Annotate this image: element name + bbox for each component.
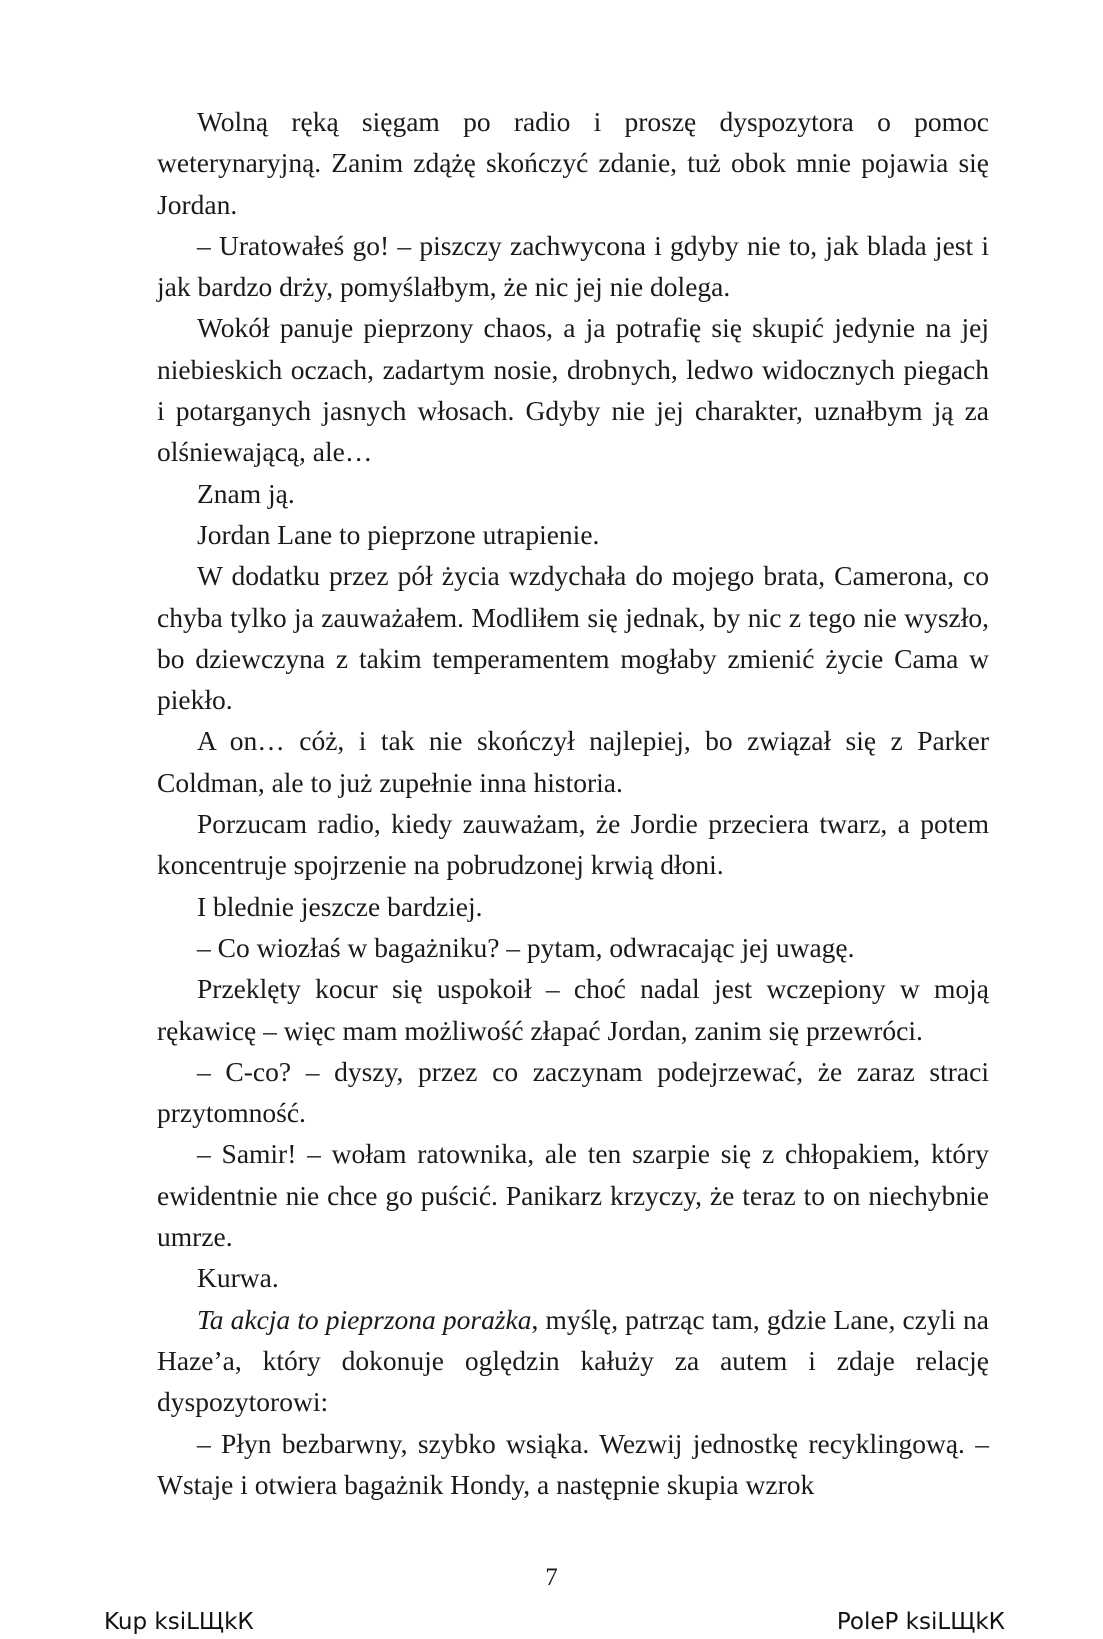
paragraph-rest: , myślę, patrząc tam, gdzie Lane, czyli na Haze’a, który dokonuje oględzin kałuży za autem i zdaje relację dyspozytorowi: (157, 1303, 989, 1418)
paragraph: – Samir! – wołam ratownika, ale ten szarpie się z chłopakiem, który ewidentnie nie chce go puścić. Panikarz krzyczy, że teraz to on niechybnie umrze. (157, 1138, 989, 1253)
paragraph: A on… cóż, i tak nie skończył najlepiej, bo związał się z Parker Coldman, ale to już zupełnie inna historia. (157, 725, 989, 798)
body-text (157, 101, 989, 1505)
paragraph: – Płyn bezbarwny, szybko wsiąka. Wezwij jednostkę recyklingową. – Wstaje i otwiera bagażnik Hondy, a następnie skupia wzrok (157, 1427, 989, 1500)
paragraph: Porzucam radio, kiedy zauważam, że Jordie przeciera twarz, a potem koncentruje spojrzenie na pobrudzonej krwią dłoni. (157, 808, 989, 881)
paragraph: Wolną ręką sięgam po radio i proszę dyspozytora o pomoc weterynaryjną. Zanim zdążę skończyć zdanie, tuż obok mnie pojawia się Jordan. (157, 106, 989, 220)
italic-phrase: Ta akcja to pieprzona porażka (197, 1303, 532, 1335)
paragraph (157, 1299, 989, 1423)
recommend-book-link[interactable]: PoleР ksiLЩkК (836, 1609, 1005, 1635)
page-number: 7 (545, 1564, 558, 1591)
paragraph: Przeklęty kocur się uspokoił – choć nadal jest wczepiony w moją rękawicę – więc mam możliwość złapać Jordan, zanim się przewróci. (157, 973, 989, 1046)
paragraph: Wokół panuje pieprzony chaos, a ja potrafię się skupić jedynie na jej niebieskich oczach, zadartym nosie, drobnych, ledwo widocznych piegach i potarganych jasnych włosach. Gdyby nie jej charakter, uznałbym ją za olśniewającą, ale… (157, 312, 989, 468)
paragraph: I blednie jeszcze bardziej. (197, 890, 483, 922)
paragraph: – Uratowałeś go! – piszczy zachwycona i gdyby nie to, jak blada jest i jak bardzo drży, pomyślałbym, że nic jej nie dolega. (157, 229, 989, 303)
buy-book-link[interactable]: Kup ksiLЩkК (104, 1609, 254, 1635)
paragraph: – Co wiozłaś w bagażniku? – pytam, odwracając jej uwagę. (197, 931, 855, 963)
paragraph: Kurwa. (197, 1262, 279, 1294)
paragraph: Jordan Lane to pieprzone utrapienie. (197, 518, 600, 550)
paragraph: Znam ją. (197, 477, 295, 509)
paragraph: – C-co? – dyszy, przez co zaczynam podejrzewać, że zaraz straci przytomność. (157, 1055, 989, 1129)
paragraph: W dodatku przez pół życia wzdychała do mojego brata, Camerona, co chyba tylko ja zauważałem. Modliłem się jednak, by nic z tego nie wyszło, bo dziewczyna z takim temperamentem mogłaby zmienić życie Cama w piekło. (157, 560, 989, 716)
